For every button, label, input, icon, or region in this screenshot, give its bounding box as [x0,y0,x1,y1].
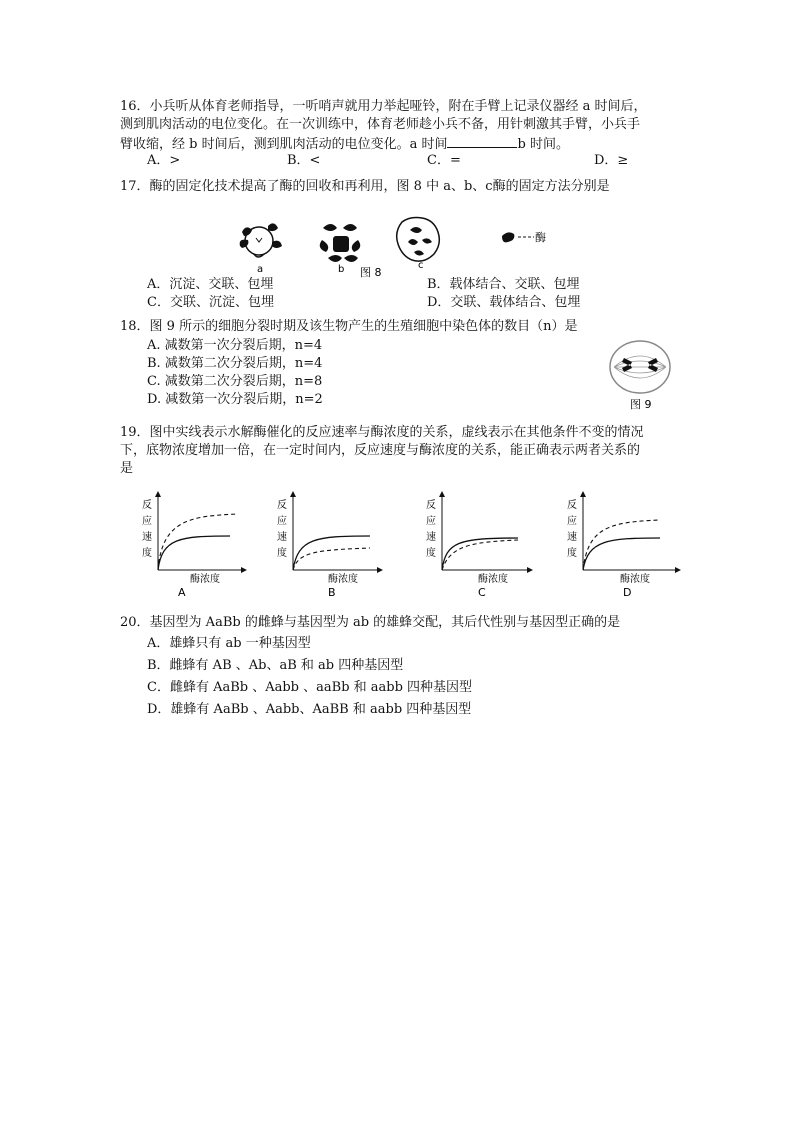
q18-option-b: B. 减数第二次分裂后期，n=4 [147,356,323,371]
graph-a-letter: A [178,586,186,599]
graph-c-ylabel-1: 反 [426,500,436,511]
q19-line1: 19．图中实线表示水解酶催化的反应速率与酶浓度的关系，虚线表示在其他条件不变的情况 [120,425,644,440]
figure-9 [608,338,676,414]
graph-c [442,492,532,570]
q20-option-a: A．雄蜂只有 ab 一种基因型 [147,636,311,651]
dashed-curve [583,520,660,570]
solid-curve [158,536,230,570]
q20-option-b: B．雌蜂有 AB 、Ab、aB 和 ab 四种基因型 [147,658,404,673]
q18-option-d: D. 减数第一次分裂后期，n=2 [147,392,323,407]
graph-a [158,492,246,570]
figure-8 [230,210,570,282]
q17-option-b: B．载体结合、交联、包埋 [427,277,580,292]
solid-curve [583,538,660,570]
enzyme-entrapment-c [397,218,440,262]
graph-a-ylabel-3: 速 [142,532,152,543]
q17-option-a: A．沉淀、交联、包埋 [147,277,274,292]
graph-a-xlabel: 酶浓度 [190,574,220,585]
graph-b-ylabel-1: 反 [277,500,287,511]
q16-option-b: B．< [287,153,321,168]
enzyme-crosslink-b [320,224,361,262]
figure-8-label-b: b [338,264,345,275]
graph-b-ylabel-4: 度 [277,548,287,559]
dashed-curve [158,514,238,570]
q17-stem: 17．酶的固定化技术提高了酶的回收和再利用，图 8 中 a、b、c酶的固定方法分别是 [120,179,610,194]
q16-line3-start: 臂收缩，经 b 时间后，测到肌肉活动的电位变化。a 时间 [120,137,448,152]
q16-option-d: D．≥ [594,153,629,168]
graph-b-xlabel: 酶浓度 [328,574,358,585]
q20-option-d: D．雄蜂有 AaBb 、Aabb、AaBB 和 aabb 四种基因型 [147,702,472,717]
q16-line1: 16．小兵听从体育老师指导，一听哨声就用力举起哑铃，附在手臂上记录仪器经 a 时间后， [120,99,647,114]
graph-b-ylabel-2: 应 [277,516,287,527]
q16-line3-end: b 时间。 [517,137,569,152]
graph-d-letter: D [623,586,632,599]
graph-a-ylabel-1: 反 [142,500,152,511]
enzyme-legend-label: 酶 [535,231,546,244]
graph-c-xlabel: 酶浓度 [478,574,508,585]
q18-option-a: A. 减数第一次分裂后期，n=4 [147,338,323,353]
graph-d-ylabel-2: 应 [567,516,577,527]
graph-d-ylabel-4: 度 [567,548,577,559]
dashed-curve [442,540,518,570]
graph-d [583,492,680,570]
q19-graphs [120,488,690,600]
graph-b [293,492,382,570]
graph-c-ylabel-4: 度 [426,548,436,559]
q18-stem: 18．图 9 所示的细胞分裂时期及该生物产生的生殖细胞中染色体的数目（n）是 [120,319,578,334]
graph-b-letter: B [328,586,336,599]
dashed-curve [293,548,370,570]
graph-a-ylabel-2: 应 [142,516,152,527]
enzyme-legend-icon [502,232,534,242]
graph-d-xlabel: 酶浓度 [620,574,650,585]
figure-9-caption: 图 9 [630,398,652,411]
enzyme-carrier-binding-a [240,223,282,257]
q20-option-c: C．雌蜂有 AaBb 、Aabb 、aaBb 和 aabb 四种基因型 [147,680,473,695]
q16-option-a: A．> [147,153,181,168]
q19-line3: 是 [120,461,134,476]
graph-c-ylabel-3: 速 [426,532,436,543]
q17-option-c: C．交联、沉淀、包埋 [147,295,274,310]
graph-d-ylabel-1: 反 [567,500,577,511]
q18-option-c: C. 减数第二次分裂后期，n=8 [147,374,323,389]
figure-8-caption: 图 8 [360,266,382,279]
answer-blank [447,134,517,148]
q16-line2: 测到肌肉活动的电位变化。在一次训练中，体育老师趁小兵不备，用针刺激其手臂，小兵手 [120,117,641,132]
q19-line2: 下，底物浓度增加一倍，在一定时间内，反应速度与酶浓度的关系，能正确表示两者关系的 [120,443,641,458]
figure-8-label-a: a [257,264,264,275]
q17-option-d: D．交联、载体结合、包埋 [427,295,581,310]
q16-option-c: C．= [427,153,461,168]
q16-line3 [120,134,569,154]
graph-b-ylabel-3: 速 [277,532,287,543]
graph-d-ylabel-3: 速 [567,532,577,543]
graph-c-ylabel-2: 应 [426,516,436,527]
solid-curve [293,536,370,570]
graph-c-letter: C [478,586,486,599]
q20-stem: 20．基因型为 AaBb 的雌蜂与基因型为 ab 的雄蜂交配，其后代性别与基因型正确的是 [120,615,621,630]
figure-8-label-c: c [418,260,424,271]
graph-a-ylabel-4: 度 [142,548,152,559]
